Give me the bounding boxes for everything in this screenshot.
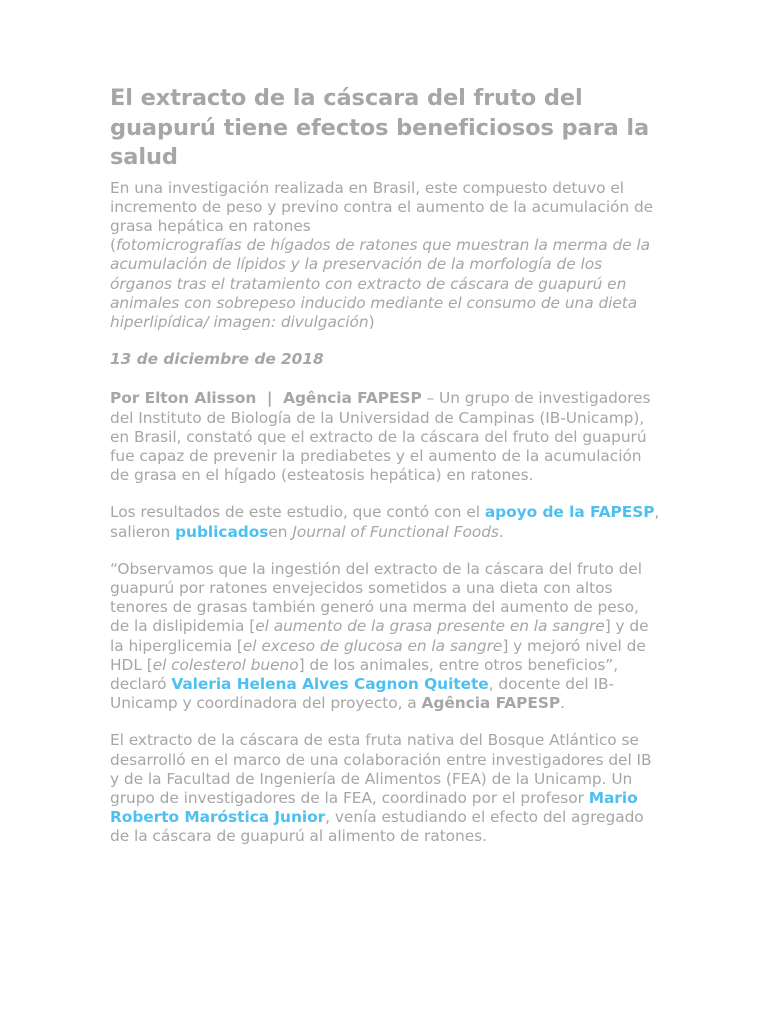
paragraph-1: Por Elton Alisson | Agência FAPESP – Un grupo de investigadores del Instituto de Biología de la Universidad de Campinas (IB-Unicamp), en Brasil, constató que el extracto de la cáscara del fruto del guapurú fue capaz de prevenir la prediabetes y el aumento de la acumulación de grasa en el hígado (esteatosis hepática) en ratones. (110, 389, 651, 485)
paragraph-3: “Observamos que la ingestión del extracto de la cáscara del fruto del guapurú por ratones envejecidos sometidos a una dieta con altos tenores de grasas también generó una merma del aumento de peso, de la dislipidemia [el aumento de la grasa presente en la sangre] y de la hiperglicemia [el exceso de glucosa en la sangre] y mejoró nivel de HDL [el colesterol bueno] de los animales, entre otros beneficios”, declaró Valeria Helena Alves Cagnon Quitete, docente del IB-Unicamp y coordinadora del proyecto, a Agência FAPESP. (110, 559, 649, 713)
image-caption: fotomicrografías de hígados de ratones que muestran la merma de la acumulación de lípidos y la preservación de la morfología de los órganos tras el tratamiento con extracto de cáscara de guapurú en animales con sobrepeso inducido mediante el consumo de una dieta hiperlipídica/ imagen: divulgación (110, 236, 651, 331)
article-date: 13 de diciembre de 2018 (110, 350, 324, 369)
article-title: El extracto de la cáscara del fruto del guapurú tiene efectos beneficiosos para la salud (110, 85, 650, 170)
article-lead: En una investigación realizada en Brasil, este compuesto detuvo el incremento de peso y previno contra el aumento de la acumulación de grasa hepática en ratones (fotomicrografías de hígados de ratones que muestran la merma de la acumulación de lípidos y la preservación de la morfología de los órganos tras el tratamiento con extracto de cáscara de guapurú en animales con sobrepeso inducido mediante el consumo de una dieta hiperlipídica/ imagen: divulgación) (110, 178, 654, 331)
paragraph-4: El extracto de la cáscara de esta fruta nativa del Bosque Atlántico se desarrolló en el marco de una colaboración entre investigadores del IB y de la Facultad de Ingeniería de Alimentos (FEA) de la Unicamp. Un grupo de investigadores de la FEA, coordinado por el profesor Mario Roberto Maróstica Junior, venía estudiando el efecto del agregado de la cáscara de guapurú al alimento de ratones. (110, 731, 652, 846)
published-link[interactable]: publicados (175, 522, 269, 541)
fapesp-support-link[interactable]: apoyo de la FAPESP (484, 503, 655, 522)
professor-link[interactable]: Mario Roberto Maróstica Junior (110, 788, 638, 827)
journal-name: Journal of Functional Foods (292, 522, 499, 541)
article (110, 84, 660, 847)
agency-name: Agência FAPESP (421, 694, 561, 713)
lead-text: En una investigación realizada en Brasil, este compuesto detuvo el incremento de peso y previno contra el aumento de la acumulación de grasa hepática en ratones (110, 178, 654, 235)
paragraph-2: Los resultados de este estudio, que contó con el apoyo de la FAPESP, salieron publicadosen Journal of Functional Foods. (110, 503, 660, 541)
byline: Por Elton Alisson | Agência FAPESP (110, 389, 422, 408)
researcher-link[interactable]: Valeria Helena Alves Cagnon Quitete (171, 674, 489, 693)
